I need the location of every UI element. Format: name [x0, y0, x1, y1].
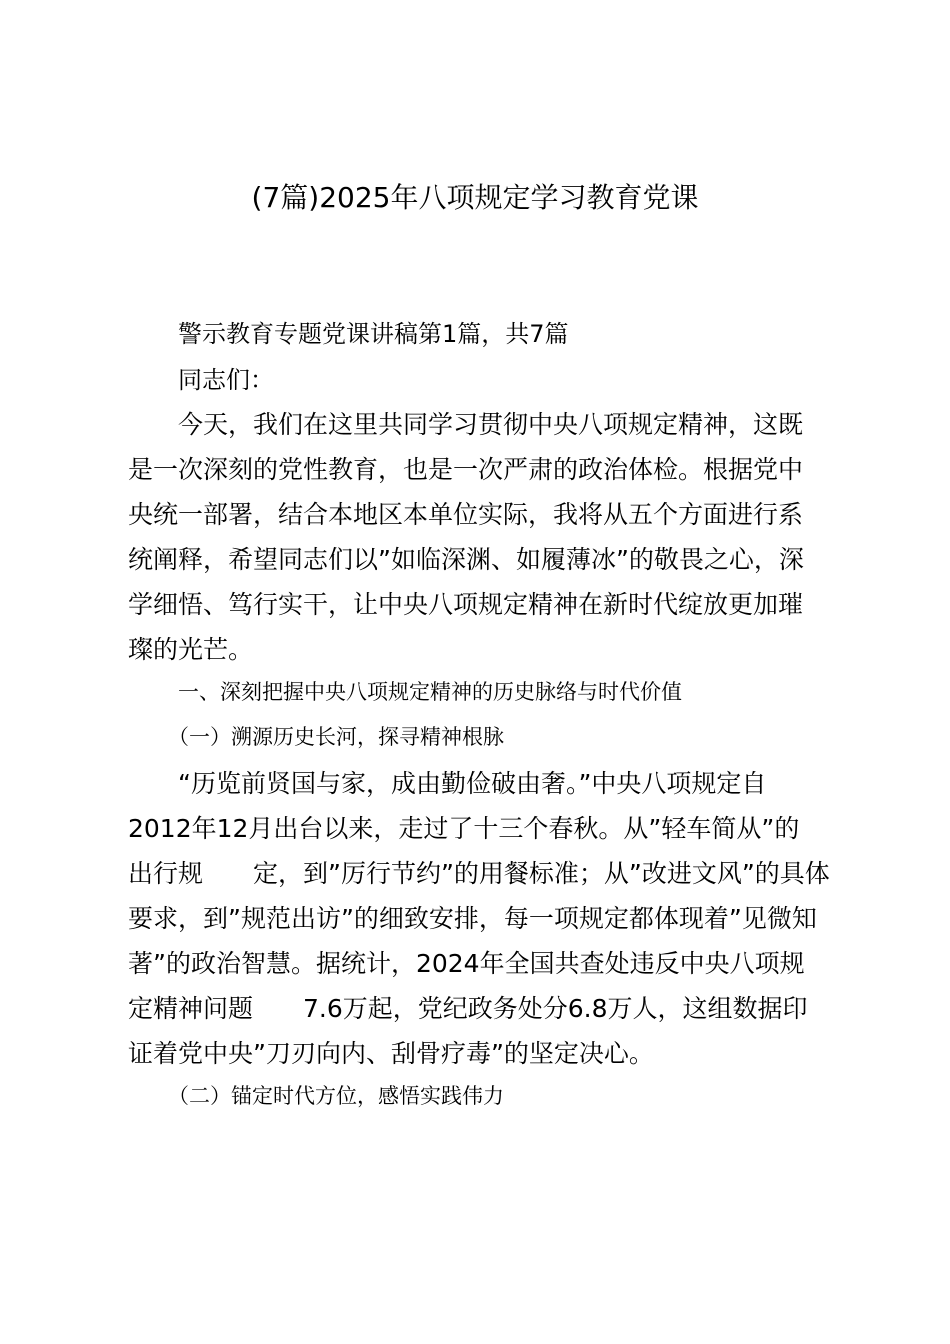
paragraph-line: “历览前贤国与家，成由勤俭破由奢。”中央八项规定自: [178, 769, 767, 798]
paragraph-line: 要求，到”规范出访”的细致安排，每一项规定都体现着”见微知: [128, 904, 817, 933]
paragraph-line: 出行规 定，到”厉行节约”的用餐标准；从”改进文风”的具体: [128, 859, 830, 888]
subtitle: 警示教育专题党课讲稿第1篇，共7篇: [178, 320, 569, 348]
paragraph-line: 证着党中央”刀刃向内、刮骨疗毒”的坚定决心。: [128, 1039, 654, 1068]
paragraph-line: 著”的政治智慧。据统计，2024年全国共查处违反中央八项规: [128, 949, 805, 978]
section-heading: 一、深刻把握中央八项规定精神的历史脉络与时代价值: [178, 680, 682, 704]
paragraph-line: 璨的光芒。: [128, 635, 254, 664]
document-title: (7篇)2025年八项规定学习教育党课: [251, 181, 699, 214]
subsection-heading: （一）溯源历史长河，探寻精神根脉: [168, 725, 504, 749]
paragraph-line: 学细悟、笃行实干，让中央八项规定精神在新时代绽放更加璀: [128, 590, 804, 619]
paragraph-line: 是一次深刻的党性教育，也是一次严肃的政治体检。根据党中: [128, 455, 804, 484]
paragraph-line: 2012年12月出台以来，走过了十三个春秋。从”轻车简从”的: [128, 814, 800, 843]
subsection-heading: （二）锚定时代方位，感悟实践伟力: [168, 1084, 504, 1108]
paragraph-line: 今天，我们在这里共同学习贯彻中央八项规定精神，这既: [178, 410, 804, 439]
paragraph-line: 定精神问题 7.6万起，党纪政务处分6.8万人，这组数据印: [128, 994, 808, 1023]
salutation: 同志们：: [178, 366, 274, 394]
paragraph-line: 央统一部署，结合本地区本单位实际，我将从五个方面进行系: [128, 500, 804, 529]
paragraph-line: 统阐释，希望同志们以”如临深渊、如履薄冰”的敬畏之心，深: [128, 545, 804, 574]
